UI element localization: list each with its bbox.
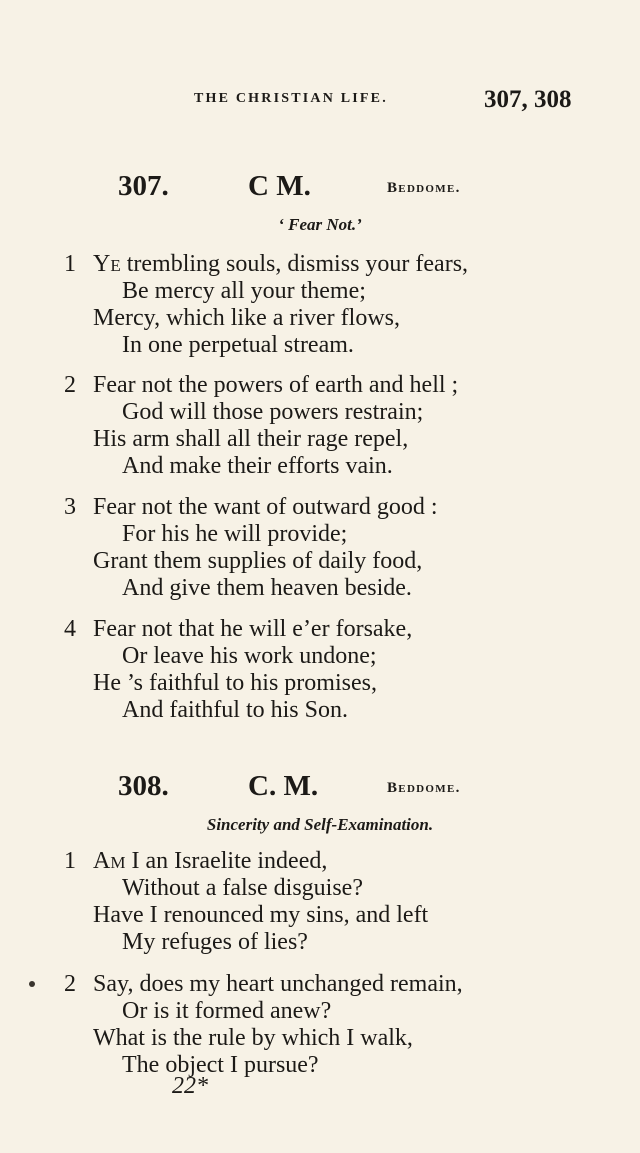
verse-number: 1 — [64, 848, 76, 874]
stanza-line — [93, 250, 468, 278]
margin-mark — [29, 981, 35, 987]
stanza-line: Fear not the powers of earth and hell ; — [93, 372, 459, 398]
stanza-line-text: I an Israelite indeed, — [125, 848, 328, 874]
stanza-line: Have I renounced my sins, and left — [93, 902, 429, 928]
hymn-meter: C M. — [248, 170, 311, 202]
stanza-line: My refuges of lies? — [122, 929, 308, 955]
stanza-line: Be mercy all your theme; — [122, 278, 366, 304]
hymn-number: 307. — [118, 170, 169, 202]
hymn-author: Beddome. — [387, 780, 461, 796]
stanza-line: Fear not the want of outward good : — [93, 494, 438, 520]
hymn-308-header — [0, 770, 640, 810]
stanza-line: And give them heaven beside. — [122, 575, 412, 601]
stanza-line: God will those powers restrain; — [122, 399, 424, 425]
hymn-author: Beddome. — [387, 180, 461, 196]
stanza-line: He ’s faithful to his promises, — [93, 670, 377, 696]
stanza-line: The object I pursue? — [122, 1052, 319, 1078]
stanza-line — [93, 847, 327, 875]
stanza-line: In one perpetual stream. — [122, 332, 354, 358]
stanza-line: And make their efforts vain. — [122, 453, 393, 479]
hymn-meter: C. M. — [248, 770, 319, 802]
stanza-line: Fear not that he will e’er forsake, — [93, 616, 413, 642]
hymn-308-subtitle: Sincerity and Self-Examination. — [206, 815, 434, 834]
hymn-307-header — [0, 170, 640, 210]
hymn-number: 308. — [118, 770, 169, 802]
stanza-line: Mercy, which like a river flows, — [93, 305, 401, 331]
running-head-title: THE CHRISTIAN LIFE. — [194, 91, 388, 106]
stanza-line: For his he will provide; — [122, 521, 348, 547]
stanza-line: Say, does my heart unchanged remain, — [93, 971, 463, 997]
verse-number: 2 — [64, 971, 76, 997]
stanza-first-word: Ye — [93, 251, 121, 277]
verse-number: 1 — [64, 251, 76, 277]
running-head-page-numbers: 307, 308 — [484, 86, 572, 113]
stanza-line: Or leave his work undone; — [122, 643, 377, 669]
verse-number: 3 — [64, 494, 76, 520]
stanza-line: Or is it formed anew? — [122, 998, 332, 1024]
signature-mark: 22* — [172, 1073, 208, 1099]
running-head — [0, 86, 640, 116]
stanza-line: Grant them supplies of daily food, — [93, 548, 423, 574]
stanza-line: Without a false disguise? — [122, 875, 363, 901]
stanza-line-text: trembling souls, dismiss your fears, — [120, 251, 469, 277]
verse-number: 4 — [64, 616, 76, 642]
verse-number: 2 — [64, 372, 76, 398]
hymn-307-subtitle: ‘ Fear Not.’ — [278, 215, 362, 234]
stanza-line: His arm shall all their rage repel, — [93, 426, 409, 452]
stanza-line: And faithful to his Son. — [122, 697, 348, 723]
stanza-first-word: Am — [93, 848, 126, 874]
stanza-line: What is the rule by which I walk, — [93, 1025, 413, 1051]
